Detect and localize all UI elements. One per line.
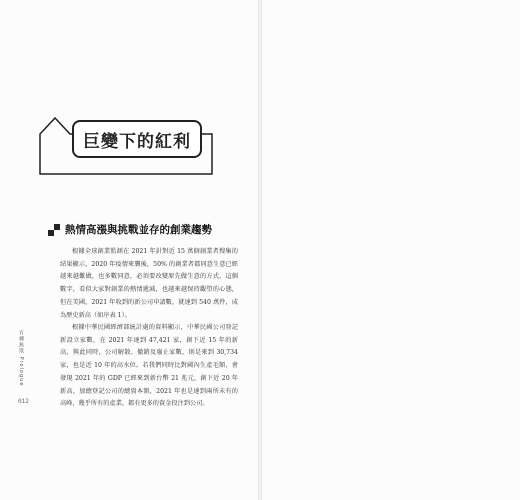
left-page-number: 012 (18, 398, 29, 405)
chapter-banner (72, 120, 202, 158)
banner-title: 巨變下的紅利 (83, 131, 191, 152)
left-heading-text: 熱情高漲與挑戰並存的創業趨勢 (65, 224, 212, 236)
left-paragraph-1: 根據全球創業監測在 2021 年針對近 15 萬個創業者搜集的結果顯示，2020 年疫情來襲後，50% 的創業者都同意生意已經越來越難做，也多數同意，必須要改變原先做生意的方式，這個數字，看似大家對創業的熱情遞減，也越來越保持觀望的心態，但在美國，2021 年收到的新公司申請數，就達到 540 萬件，成為歷史新高（如序表 1）。 (60, 248, 238, 319)
left-page (0, 0, 258, 500)
right-page (262, 0, 520, 500)
left-side-tag: 有種無欺 Prologue (18, 330, 24, 387)
left-section-heading (48, 222, 212, 237)
left-paragraph-2: 根據中華民國經濟部統計處的資料顯示，中華民國公司登記新設立家數，在 2021 年達到 47,421 家，創下近 15 年的新高，與此同時，公司解散、撤銷及廢止家數，則是來到 30,734 家，也是近 10 年的高水位。若我們同時比對國內生產毛額，會發現 2021 年的 GDP 已經來到新台幣 21 兆元，創下近 20 年新高，加總登記公司的總資本額，2021 年也是達到兩所未有的高峰，幾乎所有的產業，都有更多的資金投注到公司。 (60, 324, 238, 408)
section-square-icon (48, 224, 60, 236)
